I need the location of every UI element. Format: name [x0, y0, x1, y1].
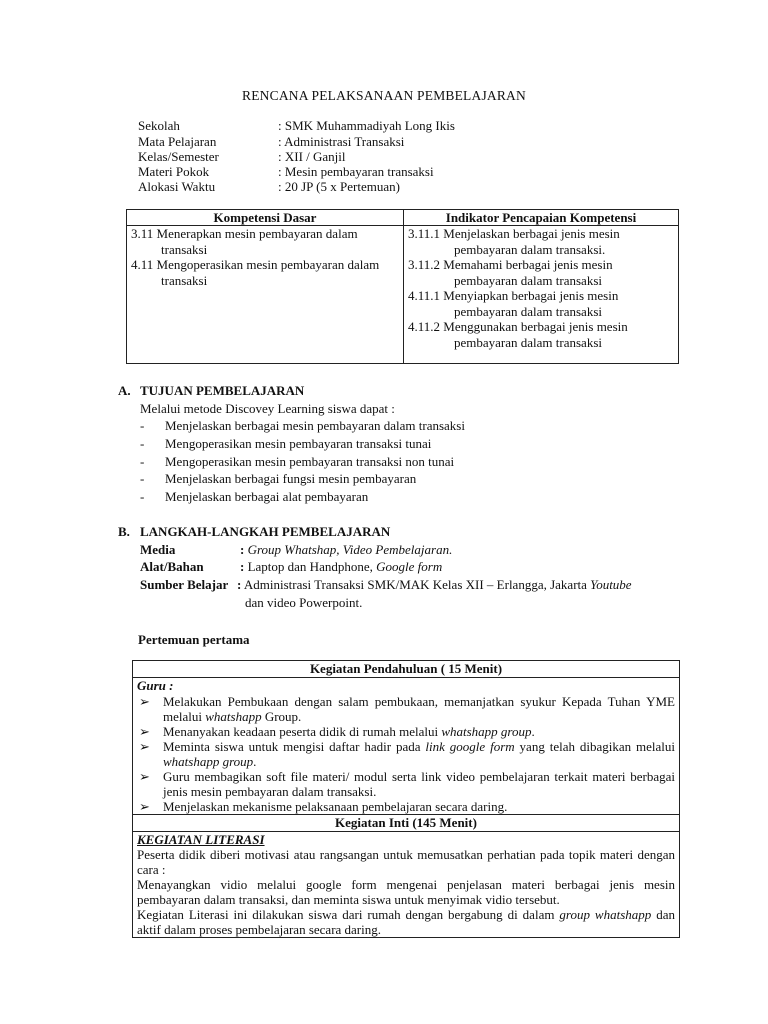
identity-value: : Mesin pembayaran transaksi: [278, 164, 434, 179]
inti-paragraph: Peserta didik diberi motivasi atau rangsangan untuk memusatkan perhatian pada topik materi dengan cara :: [137, 846, 675, 877]
list-item: ➢ Menanyakan keadaan peserta didik di rumah melalui whatshapp group.: [139, 723, 535, 739]
section-letter: A.: [118, 383, 131, 398]
list-item: ➢ Melakukan Pembukaan dengan salam pembukaan, memanjatkan syukur Kepada Tuhan YME melalui whatshapp Group.: [139, 693, 675, 724]
pendahuluan-list: [137, 694, 675, 814]
activity-table: [132, 660, 680, 938]
ipk-header: Indikator Pencapaian Kompetensi: [404, 210, 679, 226]
list-item: - Mengoperasikan mesin pembayaran transaksi non tunai: [140, 453, 455, 469]
alat-value-italic: Google form: [376, 559, 443, 574]
media-row: Media : Group Whatshap, Video Pembelajaran.: [140, 542, 453, 557]
sumber-label: Sumber Belajar: [140, 577, 229, 592]
kd-cell: [127, 226, 404, 364]
list-item: - Menjelaskan berbagai alat pembayaran: [140, 489, 369, 505]
sumber-row-cont: dan video Powerpoint.: [245, 595, 363, 610]
identity-label: Mata Pelajaran: [138, 134, 217, 149]
list-item: ➢ Guru membagikan soft file materi/ modul serta link video pembelajaran terkait materi berbagai jenis mesin pembayaran dalam transaksi.: [139, 768, 675, 799]
pendahuluan-header: Kegiatan Pendahuluan ( 15 Menit): [133, 661, 680, 678]
ipk-item: 4.11.2 Menggunakan berbagai jenis mesin pembayaran dalam transaksi: [408, 319, 628, 350]
identity-value: : SMK Muhammadiyah Long Ikis: [278, 118, 455, 133]
section-letter: B.: [118, 524, 130, 539]
list-item: - Mengoperasikan mesin pembayaran transaksi tunai: [140, 435, 432, 451]
kd-item: 3.11 Menerapkan mesin pembayaran dalam transaksi: [131, 226, 358, 257]
alat-label: Alat/Bahan: [140, 559, 204, 574]
alat-value: Laptop dan Handphone,: [247, 559, 373, 574]
inti-cell: [133, 831, 680, 937]
sumber-value-italic: Youtube: [590, 577, 632, 592]
document-title: RENCANA PELAKSANAAN PEMBELAJARAN: [242, 88, 526, 103]
identity-value: : XII / Ganjil: [278, 149, 346, 164]
media-label: Media: [140, 542, 176, 557]
list-item: - Menjelaskan berbagai fungsi mesin pembayaran: [140, 471, 417, 487]
arrow-bullet-icon: ➢: [139, 738, 150, 754]
section-title: TUJUAN PEMBELAJARAN: [140, 383, 305, 398]
ipk-item: 3.11.2 Memahami berbagai jenis mesin pembayaran dalam transaksi: [408, 257, 613, 288]
section-a-intro: Melalui metode Discovey Learning siswa dapat :: [140, 401, 395, 416]
ipk-cell: [404, 226, 679, 364]
identity-label: Materi Pokok: [138, 164, 210, 179]
media-value: Group Whatshap, Video Pembelajaran.: [247, 542, 453, 557]
literasi-heading: KEGIATAN LITERASI: [137, 831, 265, 847]
arrow-bullet-icon: ➢: [139, 768, 150, 784]
section-b-heading: [118, 524, 390, 540]
inti-paragraph: Kegiatan Literasi ini dilakukan siswa dari rumah dengan bergabung di dalam group whatshapp dan aktif dalam proses pembelajaran secara daring.: [137, 906, 676, 937]
sumber-row: Sumber Belajar : Administrasi Transaksi SMK/MAK Kelas XII – Erlangga, Jakarta Youtube: [140, 577, 632, 592]
inti-header: Kegiatan Inti (145 Menit): [133, 814, 680, 831]
inti-paragraph: Menayangkan vidio melalui google form mengenai penjelasan materi berbagai jenis mesin pembayaran dalam transaksi, dan meminta siswa untuk menyimak vidio tersebut.: [137, 876, 675, 907]
identity-label: Alokasi Waktu: [138, 179, 216, 194]
guru-label: Guru :: [137, 678, 174, 693]
identity-label: Sekolah: [138, 118, 180, 133]
competency-table: [126, 209, 679, 364]
arrow-bullet-icon: ➢: [139, 798, 150, 814]
arrow-bullet-icon: ➢: [139, 723, 150, 739]
identity-value: : 20 JP (5 x Pertemuan): [278, 179, 400, 194]
arrow-bullet-icon: ➢: [139, 693, 150, 709]
objectives-list: [140, 418, 465, 507]
alat-row: Alat/Bahan : Laptop dan Handphone, Google form: [140, 559, 443, 574]
section-a-heading: [118, 383, 304, 399]
identity-label: Kelas/Semester: [138, 149, 219, 164]
ipk-item: 4.11.1 Menyiapkan berbagai jenis mesin pembayaran dalam transaksi: [408, 288, 619, 319]
identity-value: : Administrasi Transaksi: [278, 134, 405, 149]
pendahuluan-cell: [133, 678, 680, 815]
list-item: - Menjelaskan berbagai mesin pembayaran dalam transaksi: [140, 418, 465, 433]
ipk-item: 3.11.1 Menjelaskan berbagai jenis mesin pembayaran dalam transaksi.: [408, 226, 620, 257]
section-title: LANGKAH-LANGKAH PEMBELAJARAN: [140, 524, 391, 539]
meeting-heading: Pertemuan pertama: [138, 632, 250, 647]
list-item: ➢ Meminta siswa untuk mengisi daftar hadir pada link google form yang telah dibagikan melalui whatshapp group.: [139, 738, 676, 769]
kd-header: Kompetensi Dasar: [127, 210, 404, 226]
list-item: ➢ Menjelaskan mekanisme pelaksanaan pembelajaran secara daring.: [139, 798, 508, 814]
sumber-value: Administrasi Transaksi SMK/MAK Kelas XII – Erlangga, Jakarta: [243, 577, 587, 592]
kd-item: 4.11 Mengoperasikan mesin pembayaran dalam transaksi: [131, 257, 380, 288]
